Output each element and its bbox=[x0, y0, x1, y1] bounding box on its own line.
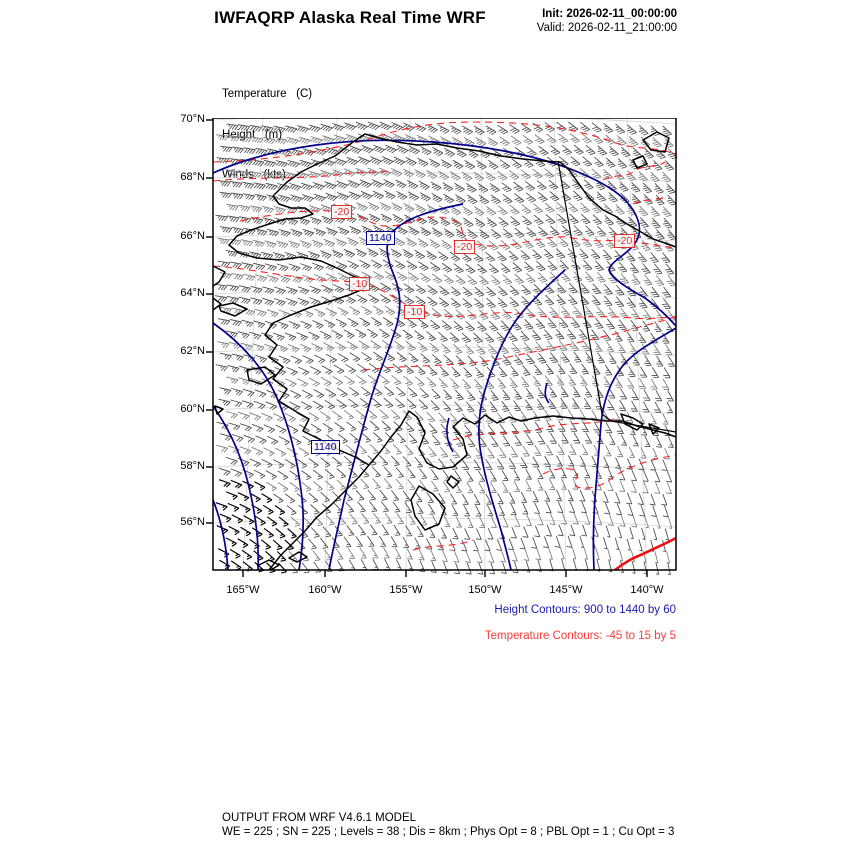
lon-tick-label: 140°W bbox=[630, 584, 664, 596]
lon-tick-label: 160°W bbox=[308, 584, 342, 596]
lat-tick-label: 58°N bbox=[180, 460, 205, 472]
lat-tick-label: 62°N bbox=[180, 345, 205, 357]
model-run-times bbox=[537, 7, 677, 35]
lon-tick-label: 145°W bbox=[549, 584, 583, 596]
legend-temperature: Temperature (C) bbox=[222, 88, 313, 100]
contour-label-temp: -20 bbox=[331, 205, 352, 219]
temperature-contour-annotation: Temperature Contours: -45 to 15 by 5 bbox=[484, 630, 676, 642]
contour-label-height: 1140 bbox=[366, 231, 395, 245]
lat-tick-label: 66°N bbox=[180, 230, 205, 242]
lon-tick-label: 150°W bbox=[468, 584, 502, 596]
lat-tick-label: 56°N bbox=[180, 516, 205, 528]
height-contour-annotation: Height Contours: 900 to 1440 by 60 bbox=[494, 604, 676, 616]
map-canvas bbox=[205, 118, 684, 580]
contour-label-temp: -20 bbox=[614, 234, 635, 248]
lat-tick-label: 68°N bbox=[180, 171, 205, 183]
legend-height: Height (m) bbox=[222, 128, 283, 141]
lat-tick-label: 64°N bbox=[180, 287, 205, 299]
map-plot bbox=[213, 118, 676, 570]
contour-label-temp: -10 bbox=[404, 305, 425, 319]
lon-tick-label: 155°W bbox=[389, 584, 423, 596]
lat-tick-label: 70°N bbox=[180, 113, 205, 125]
legend-winds: Winds (kts) bbox=[222, 169, 286, 181]
contour-label-temp: -10 bbox=[349, 277, 370, 291]
valid-time: Valid: 2026-02-11_21:00:00 bbox=[536, 22, 677, 34]
footer-model-line: OUTPUT FROM WRF V4.6.1 MODEL bbox=[222, 812, 417, 824]
model-config-footer bbox=[222, 811, 674, 839]
init-time: Init: 2026-02-11_00:00:00 bbox=[542, 8, 677, 20]
contour-label-temp: -20 bbox=[454, 240, 475, 254]
contour-label-height: 1140 bbox=[311, 440, 340, 454]
footer-config-line: WE = 225 ; SN = 225 ; Levels = 38 ; Dis = 8km ; Phys Opt = 8 ; PBL Opt = 1 ; Cu Opt = 3 bbox=[222, 826, 675, 838]
lat-tick-label: 60°N bbox=[180, 403, 205, 415]
wind-barb-field bbox=[215, 122, 677, 575]
page-title: IWFAQRP Alaska Real Time WRF bbox=[214, 8, 486, 27]
lon-tick-label: 165°W bbox=[226, 584, 260, 596]
